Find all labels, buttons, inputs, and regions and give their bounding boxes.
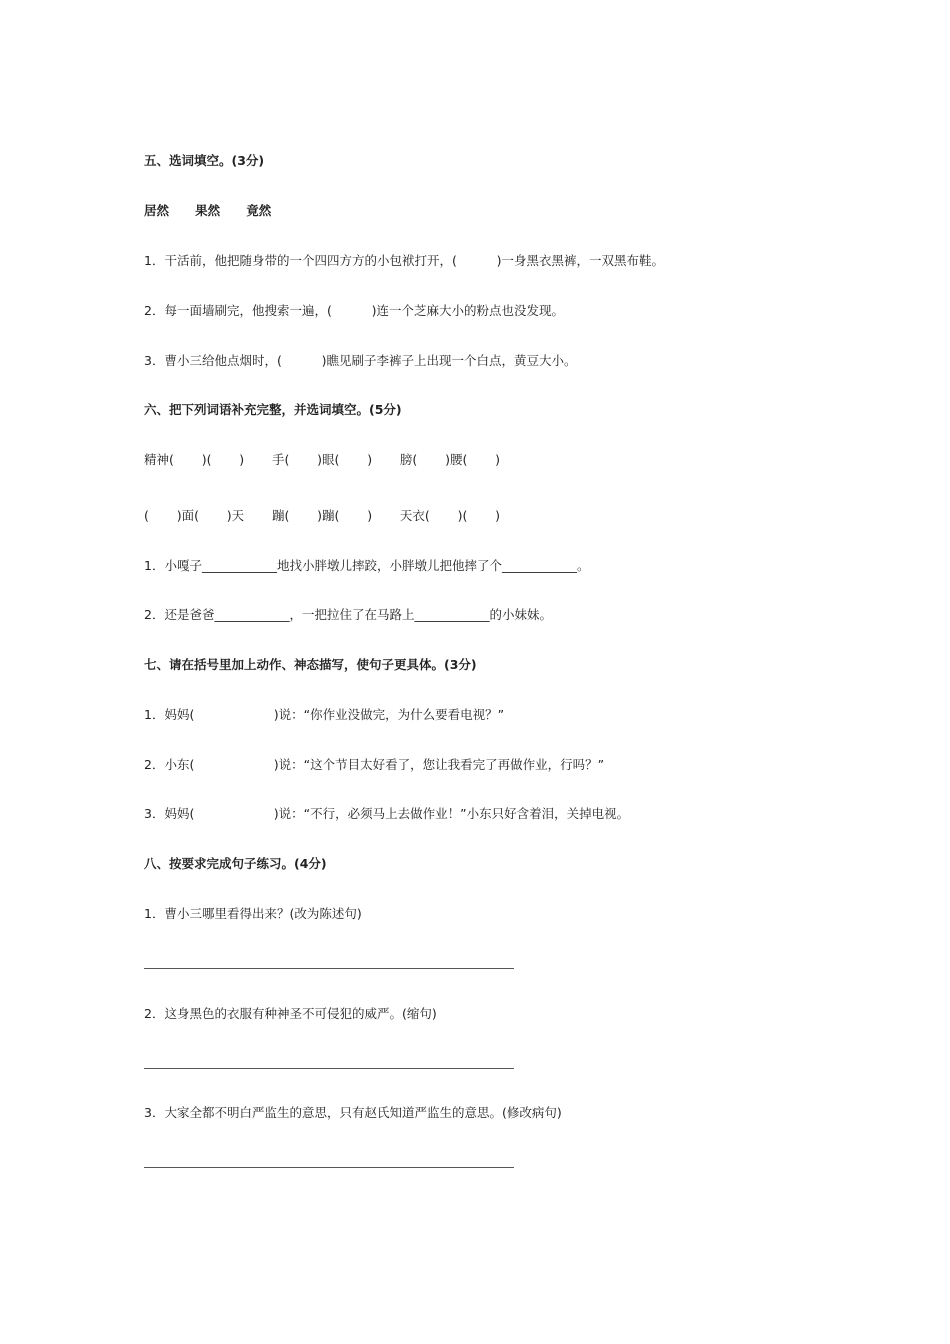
answer-line-2 — [144, 1068, 514, 1069]
section-5-question-3: 3．曹小三给他点烟时，( )瞧见刷子李裤子上出现一个白点，黄豆大小。 — [144, 353, 577, 368]
section-7-heading: 七、请在括号里加上动作、神态描写，使句子更具体。(3分) — [144, 657, 477, 672]
section-8-question-2: 2．这身黑色的衣服有种神圣不可侵犯的威严。(缩句) — [144, 1006, 437, 1021]
answer-line-3 — [144, 1167, 514, 1168]
idiom-row-1: 精神( )( ) 手( )眼( ) 膀( )腰( ) — [144, 452, 501, 467]
section-6-question-1: 1．小嘎子____________地找小胖墩儿摔跤，小胖墩儿把他摔了个____________。 — [144, 558, 590, 573]
idiom-row-2: ( )面( )天 蹦( )蹦( ) 天衣( )( ) — [144, 508, 501, 523]
section-7-question-2: 2．小东( )说：“这个节目太好看了，您让我看完了再做作业，行吗？” — [144, 757, 605, 772]
section-5-question-2: 2．每一面墙刷完，他搜索一遍，( )连一个芝麻大小的粉点也没发现。 — [144, 303, 564, 318]
section-5-heading: 五、选词填空。(3分) — [144, 153, 265, 168]
section-5-question-1: 1．干活前，他把随身带的一个四四方方的小包袱打开，( )一身黑衣黑裤，一双黑布鞋。 — [144, 253, 664, 268]
section-7-question-3: 3．妈妈( )说：“不行，必须马上去做作业！”小东只好含着泪，关掉电视。 — [144, 806, 630, 821]
section-6-question-2: 2．还是爸爸____________，一把拉住了在马路上____________的小妹妹。 — [144, 607, 552, 622]
section-6-heading: 六、把下列词语补充完整，并选词填空。(5分) — [144, 402, 402, 417]
section-7-question-1: 1．妈妈( )说：“你作业没做完，为什么要看电视？” — [144, 707, 505, 722]
word-choices: 居然 果然 竟然 — [144, 203, 272, 218]
section-8-question-1: 1．曹小三哪里看得出来？(改为陈述句) — [144, 906, 362, 921]
section-8-question-3: 3．大家全都不明白严监生的意思，只有赵氏知道严监生的意思。(修改病句) — [144, 1105, 562, 1120]
answer-line-1 — [144, 968, 514, 969]
section-8-heading: 八、按要求完成句子练习。(4分) — [144, 856, 327, 871]
